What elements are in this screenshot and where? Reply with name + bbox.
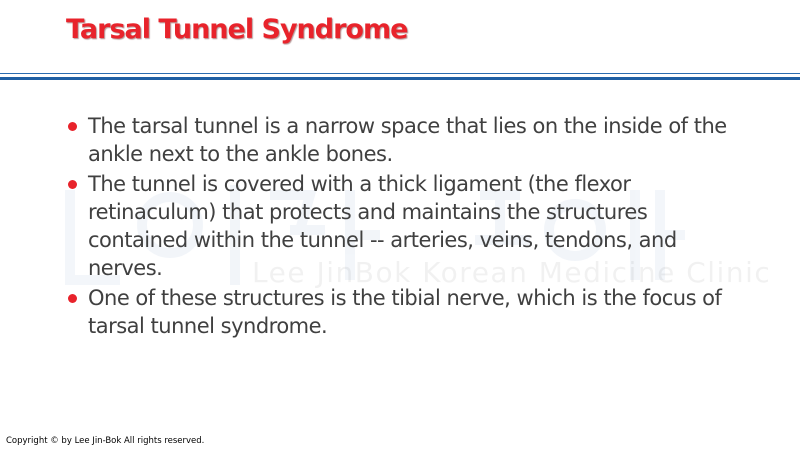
watermark-text: Lee JinBok Korean Medicine Clinic [252, 256, 772, 289]
bullet-text: One of these structures is the tibial nerve, which is the focus of tarsal tunnel syndrome. [88, 286, 722, 338]
copyright-footer: Copyright © by Lee Jin-Bok All rights reserved. [6, 436, 205, 446]
title-divider-thin [0, 73, 800, 74]
bullet-text: The tarsal tunnel is a narrow space that lies on the inside of the ankle next to the ankle bones. [88, 114, 727, 166]
bullet-item [66, 112, 746, 168]
bullet-dot-icon [68, 294, 77, 303]
bullet-item [66, 170, 746, 282]
bullet-text: The tunnel is covered with a thick ligament (the flexor retinaculum) that protects and maintains the structures contained within the tunnel -- arteries, veins, tendons, and nerves. [88, 172, 677, 280]
bullet-dot-icon [68, 180, 77, 189]
slide-title: Tarsal Tunnel Syndrome [66, 14, 408, 45]
bullet-list [66, 112, 746, 342]
title-divider-thick [0, 77, 800, 80]
bullet-item [66, 284, 746, 340]
bullet-dot-icon [68, 122, 77, 131]
